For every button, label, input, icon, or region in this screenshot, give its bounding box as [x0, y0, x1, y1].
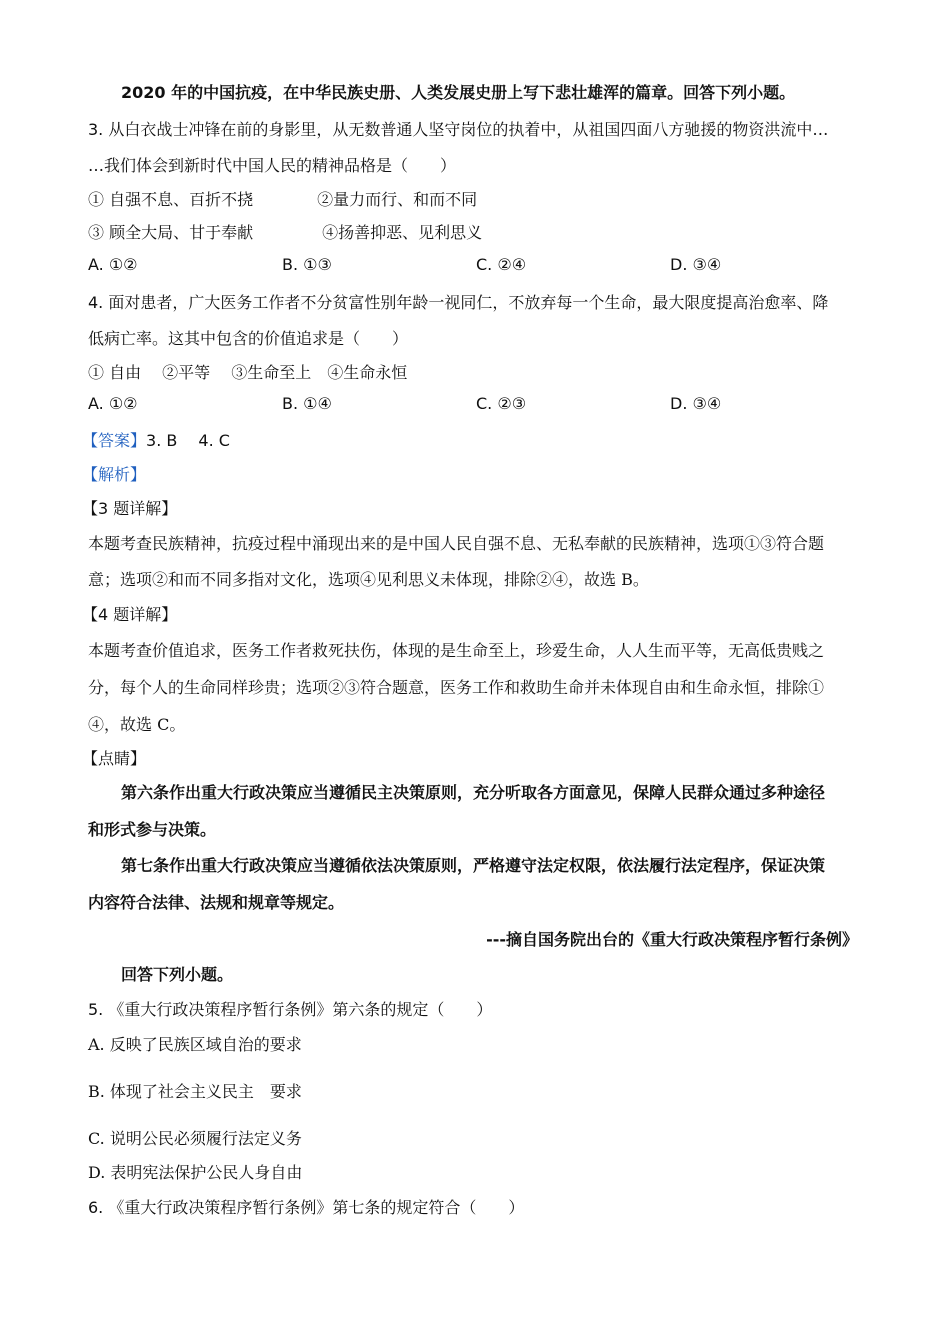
question-4-items: ① 自由 ②平等 ③生命至上 ④生命永恒: [88, 363, 408, 382]
question-6-number: 6.: [88, 1198, 104, 1217]
question-4-option-b: B. ①④: [282, 394, 332, 413]
question-5-stem: [88, 997, 492, 1020]
point-paragraph-2-line1: 第七条作出重大行政决策应当遵循依法决策原则，严格遵守法定权限，依法履行法定程序，保证决策: [121, 856, 826, 875]
question-5-option-d: D. 表明宪法保护公民人身自由: [88, 1163, 303, 1182]
question-4-stem: [88, 290, 828, 313]
point-paragraph-2-line2: 内容符合法律、法规和规章等规定。: [88, 893, 345, 912]
question-5-option-b: B. 体现了社会主义民主 要求: [88, 1082, 302, 1101]
detail-4-line1: 本题考查价值追求，医务工作者救死扶伤，体现的是生命至上，珍爱生命，人人生而平等，无高低贵贱之: [88, 641, 825, 660]
answer-text: 3. B 4. C: [146, 431, 230, 450]
analysis-tag: 【解析】: [82, 465, 147, 484]
question-6-stem-text: 《重大行政决策程序暂行条例》第七条的规定符合（ ）: [108, 1198, 525, 1217]
detail-4-line3: ④，故选 C。: [88, 715, 186, 734]
question-3-number: 3.: [88, 120, 104, 139]
question-5-number: 5.: [88, 1000, 104, 1019]
question-3-stem-line2: …我们体会到新时代中国人民的精神品格是（ ）: [88, 156, 457, 175]
detail-4-title: 【4 题详解】: [82, 605, 178, 624]
point-paragraph-1-line2: 和形式参与决策。: [88, 820, 217, 839]
detail-3-title: 【3 题详解】: [82, 499, 178, 518]
question-4-stem-line2: 低病亡率。这其中包含的价值追求是（ ）: [88, 329, 409, 348]
detail-4-line2: 分，每个人的生命同样珍贵；选项②③符合题意，医务工作和救助生命并未体现自由和生命永恒，排除①: [88, 678, 825, 697]
question-4-option-c: C. ②③: [476, 394, 527, 413]
question-3-stem-line1: 从白衣战士冲锋在前的身影里，从无数普通人坚守岗位的执着中，从祖国四面八方驰援的物资洪流中…: [108, 120, 829, 139]
question-5-option-a: A. 反映了民族区域自治的要求: [88, 1035, 302, 1054]
detail-3-line1: 本题考查民族精神，抗疫过程中涌现出来的是中国人民自强不息、无私奉献的民族精神，选项①③符合题: [88, 534, 825, 553]
point-prompt: 回答下列小题。: [121, 965, 234, 984]
detail-3-line2: 意；选项②和而不同多指对文化，选项④见利思义未体现，排除②④，故选 B。: [88, 570, 649, 589]
question-3-option-d: D. ③④: [670, 255, 722, 274]
question-4-number: 4.: [88, 293, 104, 312]
question-3-option-b: B. ①③: [282, 255, 332, 274]
point-source: ---摘自国务院出台的《重大行政决策程序暂行条例》: [486, 930, 858, 949]
question-4-option-a: A. ①②: [88, 394, 138, 413]
point-paragraph-1-line1: 第六条作出重大行政决策应当遵循民主决策原则，充分听取各方面意见，保障人民群众通过多种途径: [121, 783, 826, 802]
answer-line: [82, 428, 230, 451]
question-6-stem: [88, 1195, 524, 1218]
answer-tag: 【答案】: [82, 431, 147, 450]
question-3-items-line2: ③ 顾全大局、甘于奉献 ④扬善抑恶、见利思义: [88, 223, 483, 242]
question-4-stem-line1: 面对患者，广大医务工作者不分贫富性别年龄一视同仁，不放弃每一个生命，最大限度提高治愈率、降: [108, 293, 829, 312]
question-5-stem-text: 《重大行政决策程序暂行条例》第六条的规定（ ）: [108, 1000, 493, 1019]
point-title: 【点睛】: [82, 749, 147, 768]
question-3-items-line1: ① 自强不息、百折不挠 ②量力而行、和而不同: [88, 190, 478, 209]
question-4-option-d: D. ③④: [670, 394, 722, 413]
question-3-option-a: A. ①②: [88, 255, 138, 274]
question-5-option-c: C. 说明公民必须履行法定义务: [88, 1129, 302, 1148]
question-3-option-c: C. ②④: [476, 255, 527, 274]
intro-text: 2020 年的中国抗疫，在中华民族史册、人类发展史册上写下悲壮雄浑的篇章。回答下列小题。: [121, 83, 796, 102]
question-3-stem: [88, 117, 828, 140]
